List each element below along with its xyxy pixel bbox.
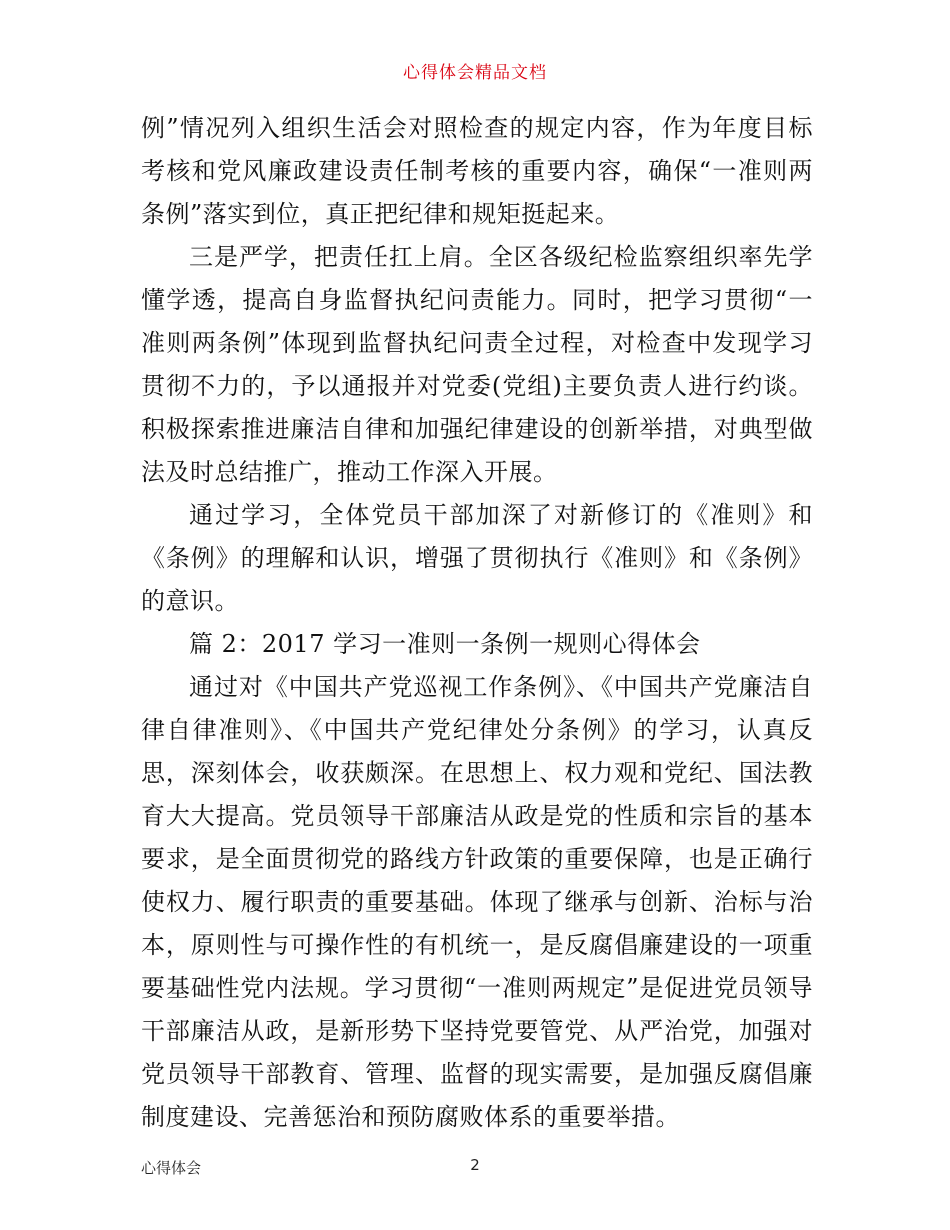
- document-body: [141, 107, 813, 1139]
- section-heading: 篇 2：2017 学习一准则一条例一规则心得体会: [189, 630, 701, 658]
- paragraph-continuation: 例”情况列入组织生活会对照检查的规定内容，作为年度目标考核和党风廉政建设责任制考核的重要内容，确保“一准则两条例”落实到位，真正把纪律和规矩挺起来。: [141, 114, 813, 228]
- paragraph-section-body: 通过对《中国共产党巡视工作条例》、《中国共产党廉洁自律自律准则》、《中国共产党纪律处分条例》的学习，认真反思，深刻体会，收获颇深。在思想上、权力观和党纪、国法教育大大提高。党员领导干部廉洁从政是党的性质和宗旨的基本要求，是全面贯彻党的路线方针政策的重要保障，也是正确行使权力、履行职责的重要基础。体现了继承与创新、治标与治本，原则性与可操作性的有机统一，是反腐倡廉建设的一项重要基础性党内法规。学习贯彻“一准则两规定”是促进党员领导干部廉洁从政，是新形势下坚持党要管党、从严治党，加强对党员领导干部教育、管理、监督的现实需要，是加强反腐倡廉制度建设、完善惩治和预防腐败体系的重要举措。: [141, 673, 813, 1131]
- document-header: 心得体会精品文档: [403, 63, 547, 83]
- paragraph-summary: 通过学习，全体党员干部加深了对新修订的《准则》和《条例》的理解和认识，增强了贯彻执行《准则》和《条例》的意识。: [141, 501, 813, 615]
- footer-label: 心得体会: [141, 1159, 202, 1177]
- page-number: 2: [470, 1156, 480, 1174]
- paragraph-third-point: 三是严学，把责任扛上肩。全区各级纪检监察组织率先学懂学透，提高自身监督执纪问责能力。同时，把学习贯彻“一准则两条例”体现到监督执纪问责全过程，对检查中发现学习贯彻不力的，予以通报并对党委(党组)主要负责人进行约谈。积极探索推进廉洁自律和加强纪律建设的创新举措，对典型做法及时总结推广，推动工作深入开展。: [141, 243, 813, 486]
